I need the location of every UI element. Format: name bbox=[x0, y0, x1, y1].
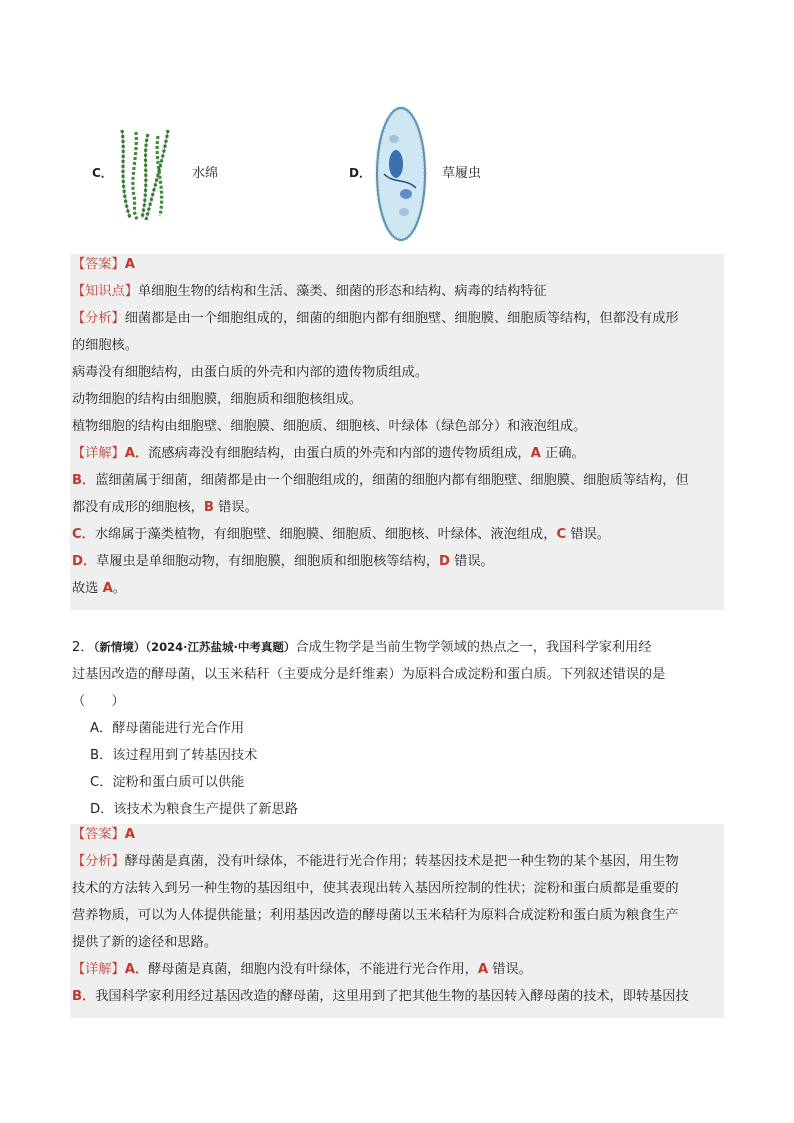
q1-analysis-line-4: 动物细胞的结构由细胞膜，细胞质和细胞核组成。 bbox=[72, 392, 363, 407]
option-d-name: 草履虫 bbox=[442, 166, 482, 181]
q1-detail-a: 【详解】A．流感病毒没有细胞结构，由蛋白质的外壳和内部的遗传物质组成，A 正确。 bbox=[72, 446, 585, 461]
q1-answer: 【答案】A bbox=[72, 257, 135, 272]
q2-analysis-line-2: 技术的方法转入到另一种生物的基因组中，使其表现出转入基因所控制的性状；淀粉和蛋白质都是重要的 bbox=[72, 881, 679, 896]
q1-detail-c: C．水绵属于藻类植物，有细胞壁、细胞膜、细胞质、细胞核、叶绿体、液泡组成，C 错误。 bbox=[72, 527, 610, 542]
spirogyra-image bbox=[108, 126, 180, 222]
q1-conclusion: 故选 A。 bbox=[72, 581, 126, 596]
option-c-name: 水绵 bbox=[192, 166, 219, 181]
q2-analysis-line-1: 【分析】酵母菌是真菌，没有叶绿体，不能进行光合作用；转基因技术是把一种生物的某个基因，用生物 bbox=[72, 854, 679, 869]
q1-analysis-line-1: 【分析】细菌都是由一个细胞组成的，细菌的细胞内都有细胞壁、细胞膜、细胞质等结构，但都没有成形 bbox=[72, 311, 679, 326]
paramecium-image bbox=[366, 104, 436, 244]
q1-analysis-line-2: 的细胞核。 bbox=[72, 338, 138, 353]
q2-choice-a: A．酵母菌能进行光合作用 bbox=[90, 721, 245, 736]
option-d-label: D． bbox=[349, 166, 371, 180]
q2-stem-line-2: 过基因改造的酵母菌，以玉米秸秆（主要成分是纤维素）为原料合成淀粉和蛋白质。下列叙述错误的是 bbox=[72, 667, 666, 682]
q2-choice-d: D．该技术为粮食生产提供了新思路 bbox=[90, 802, 298, 817]
option-c-label: C． bbox=[92, 166, 113, 180]
q2-choice-b: B．该过程用到了转基因技术 bbox=[90, 748, 258, 763]
q1-analysis-line-3: 病毒没有细胞结构，由蛋白质的外壳和内部的遗传物质组成。 bbox=[72, 365, 429, 380]
q2-answer: 【答案】A bbox=[72, 827, 135, 842]
q1-knowledge: 【知识点】单细胞生物的结构和生活、藻类、细菌的形态和结构、病毒的结构特征 bbox=[72, 284, 547, 299]
q1-analysis-line-5: 植物细胞的结构由细胞壁、细胞膜、细胞质、细胞核、叶绿体（绿色部分）和液泡组成。 bbox=[72, 419, 587, 434]
q2-detail-b: B．我国科学家利用经过基因改造的酵母菌，这里用到了把其他生物的基因转入酵母菌的技术，即转基因技 bbox=[72, 989, 689, 1004]
q2-analysis-line-4: 提供了新的途径和思路。 bbox=[72, 935, 218, 950]
q2-choice-c: C．淀粉和蛋白质可以供能 bbox=[90, 775, 245, 790]
q2-tag-new: （新情境） bbox=[93, 640, 146, 654]
q1-detail-b-line-2: 都没有成形的细胞核，B 错误。 bbox=[72, 500, 258, 515]
q2-detail-a: 【详解】A．酵母菌是真菌，细胞内没有叶绿体，不能进行光合作用，A 错误。 bbox=[72, 962, 532, 977]
q2-tag-source: （2024·江苏盐城·中考真题） bbox=[145, 640, 296, 654]
q2-stem-line-3: （ ） bbox=[72, 694, 125, 709]
q1-detail-b: B．蓝细菌属于细菌，细菌都是由一个细胞组成的，细菌的细胞内都有细胞壁、细胞膜、细胞质等结构，但 bbox=[72, 473, 689, 488]
q2-analysis-line-3: 营养物质，可以为人体提供能量；利用基因改造的酵母菌以玉米秸秆为原料合成淀粉和蛋白质为粮食生产 bbox=[72, 908, 679, 923]
q2-stem-line-1: 2．（新情境）（2024·江苏盐城·中考真题）合成生物学是当前生物学领域的热点之一，我国科学家利用经 bbox=[72, 640, 652, 655]
q2-number: 2． bbox=[72, 640, 94, 655]
q1-detail-d: D．草履虫是单细胞动物，有细胞膜，细胞质和细胞核等结构，D 错误。 bbox=[72, 554, 494, 569]
